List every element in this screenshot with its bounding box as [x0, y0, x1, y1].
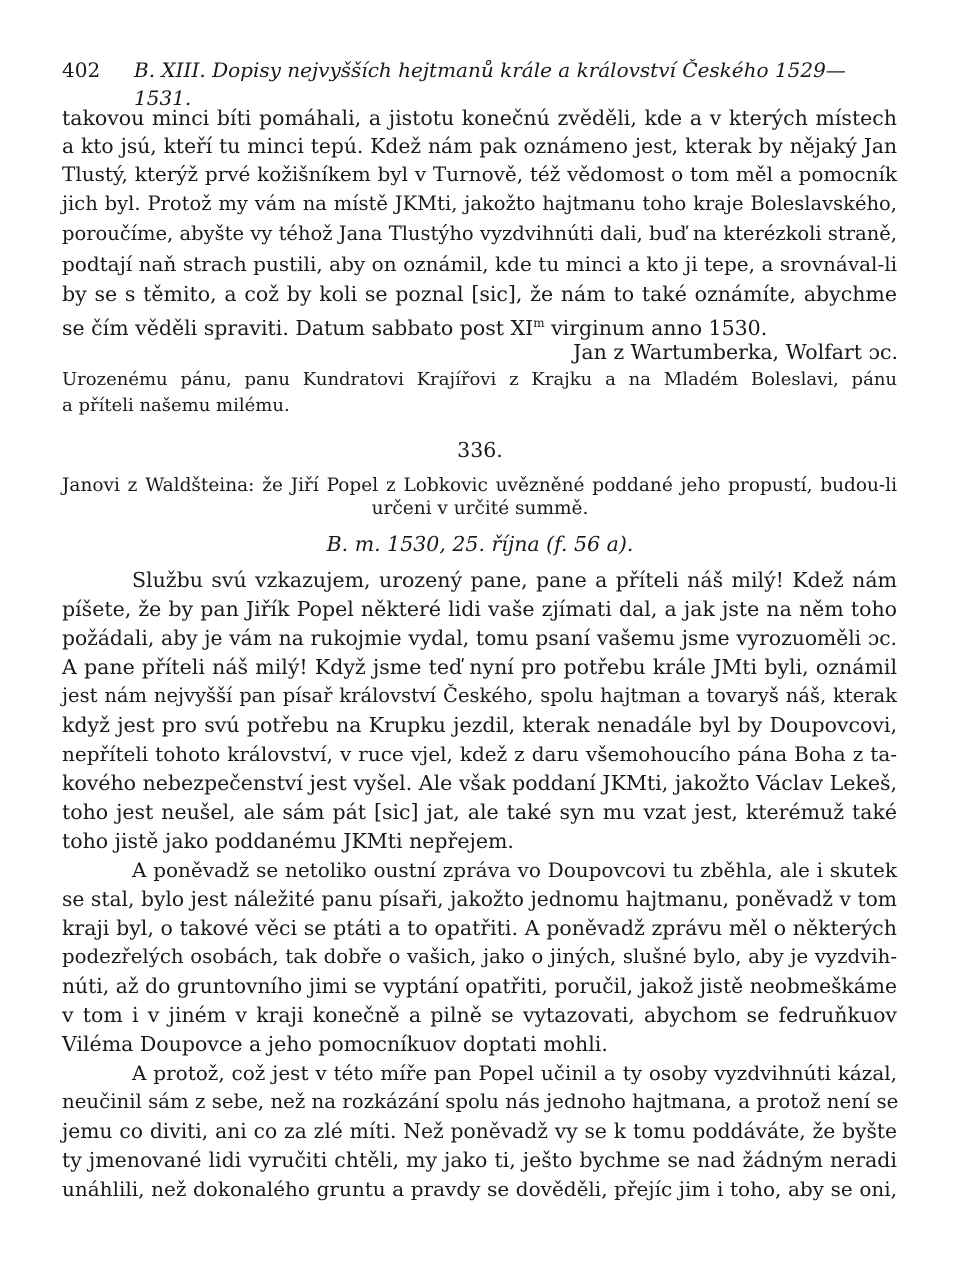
text-line: jich byl. Protož my vám na místě JKMti, jakožto hajtmanu toho kraje Boleslavského,	[62, 192, 897, 215]
running-head: B. XIII. Dopisy nejvyšších hejtmanů krále a království Českého 1529—1531.	[134, 58, 846, 110]
text-line: ty jmenované lidi vyručiti chtěli, my jako ti, ješto bychme se nad žádným neradi	[62, 1148, 897, 1172]
address-line: Urozenému pánu, panu Kundratovi Krajířovi z Krajku a na Mladém Boleslavi, pánu	[62, 369, 897, 390]
signature: Jan z Wartumberka, Wolfart ɔc.	[573, 340, 898, 364]
summary-line: určeni v určité summě.	[371, 498, 589, 519]
text-line: toho jest neušel, ale sám pát [sic] jat, ale také syn mu vzat jest, kterémuž také	[62, 800, 897, 824]
text-line: toho jistě jako poddanému JKMti nepřejem.	[62, 829, 514, 853]
text-line: podtají naň strach pustili, aby on oznámil, kde tu minci a kto ji tepe, a srovnával-li	[62, 252, 897, 276]
text-line: unáhlili, než dokonalého gruntu a pravdy se dověděli, přejíc jim i toho, aby se oni,	[62, 1177, 897, 1201]
letter-date: B. m. 1530, 25. října (f. 56 a).	[326, 532, 634, 556]
text-line: takovou minci bíti pomáhali, a jistotu konečnú zvěděli, kde a v kterých místech	[62, 106, 897, 130]
text-line: núti, až do gruntovního jimi se vyptání opatřiti, poručil, jakož jistě neobmeškáme	[62, 974, 897, 998]
page-number: 402	[62, 58, 101, 82]
text-line: kraji byl, o takové věci se ptáti a to opatřiti. A poněvadž zprávu měl o některých	[62, 916, 897, 940]
text-line: v tom i v jiném v kraji konečně a pilně se vytazovati, abychom se fedruňkuov	[62, 1003, 897, 1027]
text-line: píšete, že by pan Jiřík Popel některé lidi vaše zjímati dal, a jak jste na něm toho	[62, 597, 897, 621]
text-line: jemu co diviti, ani co za zlé míti. Než poněvadž vy se k tomu poddáváte, že byšte	[62, 1119, 897, 1143]
text-line: A pane příteli náš milý! Když jsme teď nyní pro potřebu krále JMti byli, oznámil	[62, 655, 897, 679]
text-line: Viléma Doupovce a jeho pomocníkuov doptati mohli.	[62, 1032, 608, 1056]
superscript: m	[533, 316, 545, 330]
text-line: se stal, bylo jest náležité panu písaři, jakožto jednomu hajtmanu, poněvadž v tom	[62, 887, 897, 911]
text-line: nepříteli tohoto království, v ruce vjel, kdež z daru všemohoucího pána Boha z ta-	[62, 742, 897, 766]
text-line: Službu svú vzkazujem, urozený pane, pane a příteli náš milý! Kdež nám	[132, 568, 897, 592]
dated-text-end: virginum anno 1530.	[544, 315, 768, 340]
text-line-dated	[62, 309, 897, 342]
text-line: jest nám nejvyšší pan písař království Českého, spolu hajtman a tovaryš náš, kterak	[62, 684, 897, 707]
summary-line: Janovi z Waldšteina: že Jiří Popel z Lobkovic uvězněné poddané jeho propustí, budou-li	[62, 475, 897, 496]
text-line: neučinil sám z sebe, než na rozkázání spolu nás jednoho hajtmana, a protož není se	[62, 1090, 899, 1113]
text-line: když jest pro svú potřebu na Krupku jezdil, kterak nenadále byl by Doupovcovi,	[62, 713, 897, 737]
dated-text: se čím věděli spraviti. Datum sabbato post XI	[62, 315, 534, 340]
text-line: požádali, aby je vám na rukojmie vydal, tomu psaní vašemu jsme vyrozuoměli ɔc.	[62, 626, 897, 650]
text-line: A protož, což jest v této míře pan Popel učinil a ty osoby vyzdvihnúti kázal,	[132, 1061, 897, 1085]
text-line: a kto jsú, kteří tu minci tepú. Kdež nám pak oznámeno jest, kterak by nějaký Jan	[62, 134, 897, 158]
text-line: kového nebezpečenství jest vyšel. Ale však poddaní JKMti, jakožto Václav Lekeš,	[62, 771, 897, 795]
address-line: a příteli našemu milému.	[62, 395, 290, 416]
text-line: A poněvadž se netoliko oustní zpráva vo Doupovcovi tu zběhla, ale i skutek	[132, 858, 897, 882]
text-line: Tlustý, kterýž prvé kožišníkem byl v Turnově, též vědomost o tom měl a pomocník	[62, 162, 897, 186]
text-line: poroučíme, abyšte vy téhož Jana Tlustýho vyzdvihnúti dali, buď na kterézkoli straně,	[62, 222, 897, 245]
text-line: by se s těmito, a což by koli se poznal [sic], že nám to také oznámíte, abychme	[62, 282, 897, 306]
letter-number: 336.	[457, 438, 503, 462]
text-line: podezřelých osobách, tak dobře o vašich, jako o jiných, slušné bylo, aby je vyzdvih-	[62, 945, 897, 968]
page-header	[62, 56, 898, 110]
